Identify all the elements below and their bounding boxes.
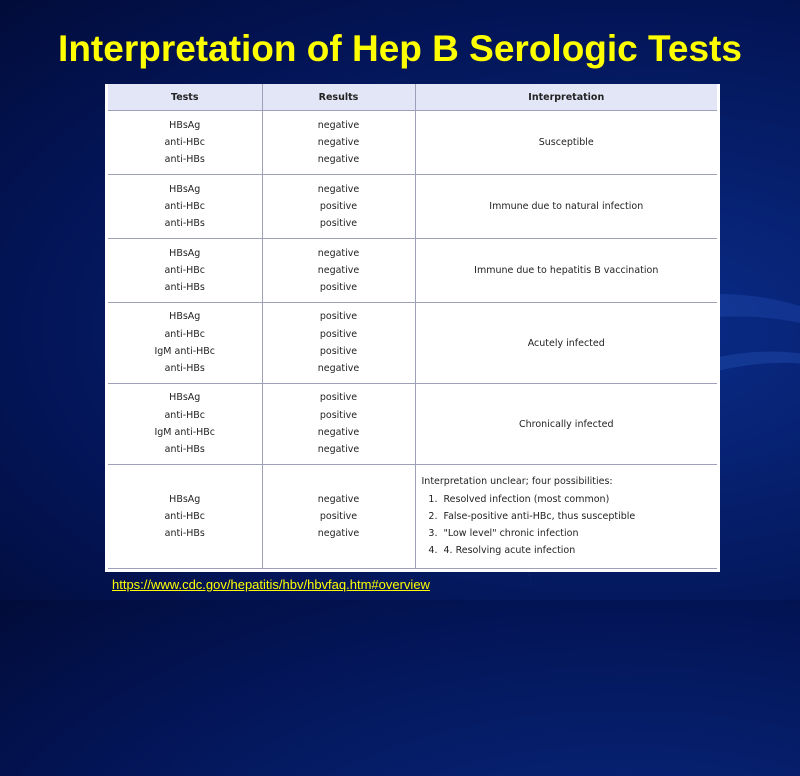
possibility-item [422, 525, 718, 542]
test-result: positive [319, 510, 358, 522]
tests-cell [108, 175, 262, 239]
test-result: positive [319, 311, 358, 323]
tests-cell [108, 239, 262, 303]
test-name: anti-HBs [164, 154, 205, 166]
test-name: anti-HBc [164, 328, 206, 340]
serology-table [108, 84, 717, 569]
test-name: anti-HBc [164, 409, 206, 421]
test-result: negative [317, 264, 360, 276]
source-link[interactable]: https://www.cdc.gov/hepatitis/hbv/hbvfaq.htm#overview [112, 577, 430, 592]
test-name: anti-HBc [164, 510, 206, 522]
interpretation-cell [415, 465, 717, 569]
possibility-text: 4. Resolving acute infection [443, 545, 576, 557]
test-name: anti-HBs [164, 363, 205, 375]
possibility-text: Resolved infection (most common) [443, 493, 610, 505]
tests-cell [108, 303, 262, 384]
test-result: positive [319, 218, 358, 230]
tests-cell [108, 384, 262, 465]
test-name: anti-HBc [164, 200, 206, 212]
possibility-number: 3. [428, 528, 438, 540]
interpretation-cell: Chronically infected [415, 384, 717, 465]
results-cell [262, 465, 415, 569]
results-cell [262, 111, 415, 175]
test-result: positive [319, 282, 358, 294]
test-result: negative [317, 528, 360, 540]
possibility-item [422, 508, 718, 525]
interpretation-intro: Interpretation unclear; four possibilities: [421, 476, 613, 488]
test-result: positive [319, 392, 358, 404]
test-name: anti-HBc [164, 264, 206, 276]
tests-cell [108, 111, 262, 175]
results-cell [262, 384, 415, 465]
table-row [108, 175, 717, 239]
possibility-number: 1. [428, 493, 438, 505]
test-name: HBsAg [169, 119, 201, 131]
table-row [108, 384, 717, 465]
tests-cell [108, 465, 262, 569]
test-result: negative [317, 183, 360, 195]
interpretation-cell: Immune due to hepatitis B vaccination [415, 239, 717, 303]
test-result: positive [319, 200, 358, 212]
header-results: Results [262, 84, 415, 111]
table-header-row [108, 84, 717, 111]
table-row [108, 111, 717, 175]
table-row [108, 239, 717, 303]
test-name: anti-HBs [164, 282, 205, 294]
test-name: IgM anti-HBc [154, 346, 216, 357]
results-cell [262, 303, 415, 384]
test-result: positive [319, 328, 358, 340]
test-result: positive [319, 346, 358, 357]
test-name: anti-HBs [164, 218, 205, 230]
results-cell [262, 175, 415, 239]
possibility-number: 2. [428, 510, 438, 522]
table-row [108, 303, 717, 384]
test-name: HBsAg [169, 493, 201, 505]
possibility-item [422, 542, 718, 559]
test-result: negative [317, 363, 360, 375]
test-result: negative [317, 136, 360, 148]
test-name: HBsAg [169, 392, 201, 404]
results-cell [262, 239, 415, 303]
test-result: negative [317, 247, 360, 259]
header-tests: Tests [108, 84, 262, 111]
table-row [108, 465, 717, 569]
slide-title: Interpretation of Hep B Serologic Tests [58, 28, 742, 69]
test-name: HBsAg [169, 247, 201, 259]
test-result: negative [317, 119, 360, 131]
test-name: anti-HBc [164, 136, 206, 148]
possibility-item [422, 491, 718, 508]
test-name: anti-HBs [164, 444, 205, 456]
possibility-text: False-positive anti-HBc, thus susceptible [443, 510, 636, 522]
test-result: negative [317, 154, 360, 166]
header-interpretation: Interpretation [415, 84, 717, 111]
table-image [105, 84, 720, 572]
possibility-text: "Low level" chronic infection [443, 528, 579, 540]
test-name: IgM anti-HBc [154, 427, 216, 438]
interpretation-cell: Susceptible [415, 111, 717, 175]
test-result: negative [317, 444, 360, 456]
test-result: positive [319, 409, 358, 421]
interpretation-cell: Acutely infected [415, 303, 717, 384]
interpretation-cell: Immune due to natural infection [415, 175, 717, 239]
test-name: anti-HBs [164, 528, 205, 540]
test-result: negative [317, 427, 360, 438]
test-result: negative [317, 493, 360, 505]
test-name: HBsAg [169, 183, 201, 195]
possibility-number: 4. [428, 545, 438, 557]
test-name: HBsAg [169, 311, 201, 323]
